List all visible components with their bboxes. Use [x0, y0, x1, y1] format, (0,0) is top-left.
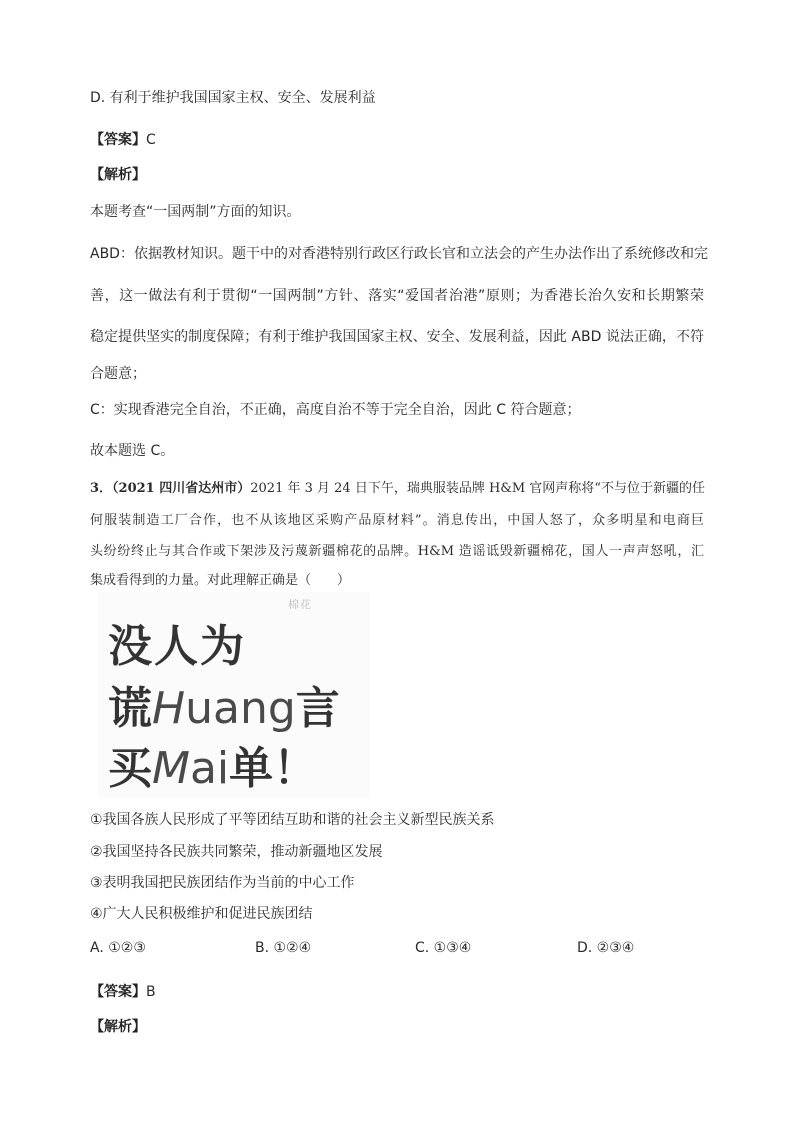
slogan-char: 谎 [108, 683, 152, 734]
slogan-latin-initial: H [152, 683, 186, 734]
analysis-line: 善，这一做法有利于贯彻“一国两制”方针、落实“爱国者治港”原则；为香港长治久安和长期繁荣 [90, 288, 704, 304]
statement-item: ④广大人民积极维护和促进民族团结 [90, 906, 313, 922]
option-d: D. ②③④ [577, 940, 635, 956]
question-analysis-label: 【解析】 [90, 1019, 146, 1035]
statement-item: ③表明我国把民族团结作为当前的中心工作 [90, 875, 355, 891]
image-smudge-text: 棉花 [288, 598, 312, 611]
question-stem-line: 头纷纷终止与其合作或下架涉及污蔑新疆棉花的品牌。H&M 造谣诋毁新疆棉花，国人一声声怒吼，汇 [90, 544, 704, 559]
analysis-line: C：实现香港完全自治，不正确，高度自治不等于完全自治，因此 C 符合题意； [90, 402, 581, 418]
slogan-char: 买 [108, 743, 152, 794]
answer-options [90, 940, 704, 960]
option-c: C. ①③④ [415, 940, 472, 956]
analysis-line: 稳定提供坚实的制度保障；有利于维护我国国家主权、安全、发展利益，因此 ABD 说法正确，不符 [90, 329, 704, 345]
question-answer-value: B [146, 984, 156, 1000]
statement-item: ①我国各族人民形成了平等团结互助和谐的社会主义新型民族关系 [90, 812, 495, 828]
analysis-line: 本题考查“一国两制”方面的知识。 [90, 204, 301, 220]
slogan-line-2 [108, 672, 340, 736]
slogan-latin: ai [189, 743, 230, 794]
analysis-line: ABD：依据教材知识。题干中的对香港特别行政区行政长官和立法会的产生办法作出了系统修改和完 [90, 246, 708, 262]
question-stem-text: 2021 年 3 月 24 日下午，瑞典服装品牌 H&M 官网声称将“不与位于新疆的任 [250, 481, 705, 496]
slogan-line-3 [108, 732, 317, 796]
question-answer-label: 【答案】 [90, 984, 146, 1000]
analysis-label: 【解析】 [90, 167, 146, 183]
analysis-line: 合题意； [90, 366, 146, 382]
slogan-image [98, 592, 370, 798]
question-stem-line [90, 480, 704, 498]
answer-value: C [146, 132, 156, 148]
option-d-text: D. 有利于维护我国国家主权、安全、发展利益 [90, 90, 376, 106]
slogan-line-1: 没人为 [108, 621, 246, 672]
slogan-char: 单！ [229, 743, 318, 794]
answer-row [90, 131, 156, 149]
option-b: B. ①②④ [255, 940, 312, 956]
answer-label: 【答案】 [90, 132, 146, 148]
slogan-char: 言 [295, 683, 340, 734]
question-source: （2021 四川省达州市） [112, 481, 251, 496]
question-stem-line: 集成看得到的力量。对此理解正确是（ ） [90, 573, 351, 588]
slogan-latin: uang [185, 683, 296, 734]
statement-item: ②我国坚持各民族共同繁荣，推动新疆地区发展 [90, 844, 383, 860]
slogan-latin-initial: M [152, 743, 190, 794]
analysis-line: 故本题选 C。 [90, 443, 175, 459]
question-stem-line: 何服装制造工厂合作，也不从该地区采购产品原材料”。消息传出，中国人怒了，众多明星和电商巨 [90, 513, 704, 528]
question-number: 3． [90, 481, 113, 496]
question-answer-row [90, 983, 156, 1001]
option-a: A. ①②③ [90, 940, 146, 956]
